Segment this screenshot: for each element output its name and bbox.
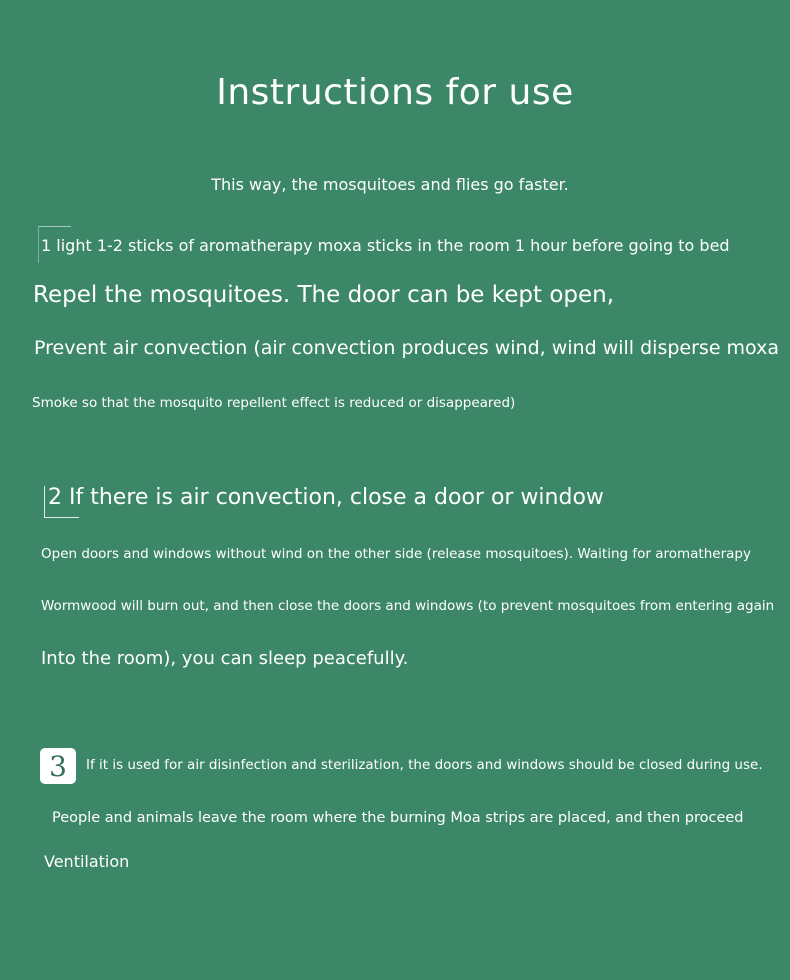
step-3-text-line-1: If it is used for air disinfection and sterilization, the doors and windows should be closed during use. — [86, 757, 763, 773]
step-2-text-line-1: Open doors and windows without wind on the other side (release mosquitoes). Waiting for aromatherapy — [41, 546, 751, 562]
step-3-text-line-3: Ventilation — [44, 852, 130, 871]
step-2-heading: 2 If there is air convection, close a door or window — [48, 485, 604, 510]
step-3-number-badge: 3 — [40, 748, 76, 784]
step-2-text-line-2: Wormwood will burn out, and then close the doors and windows (to prevent mosquitoes from entering again — [41, 598, 775, 614]
step-1-text-line-4: Smoke so that the mosquito repellent effect is reduced or disappeared) — [32, 395, 516, 411]
step-1-text-line-1: 1 light 1-2 sticks of aromatherapy moxa sticks in the room 1 hour before going to bed — [41, 236, 730, 255]
step-1-text-line-2: Repel the mosquitoes. The door can be kept open, — [33, 282, 615, 308]
page-title: Instructions for use — [216, 72, 574, 113]
page-subtitle: This way, the mosquitoes and flies go faster. — [211, 175, 569, 194]
step-2-text-line-3: Into the room), you can sleep peacefully. — [41, 648, 409, 669]
step-3-text-line-2: People and animals leave the room where the burning Moa strips are placed, and then proceed — [52, 810, 744, 826]
step-1-text-line-3: Prevent air convection (air convection produces wind, wind will disperse moxa — [34, 337, 779, 359]
